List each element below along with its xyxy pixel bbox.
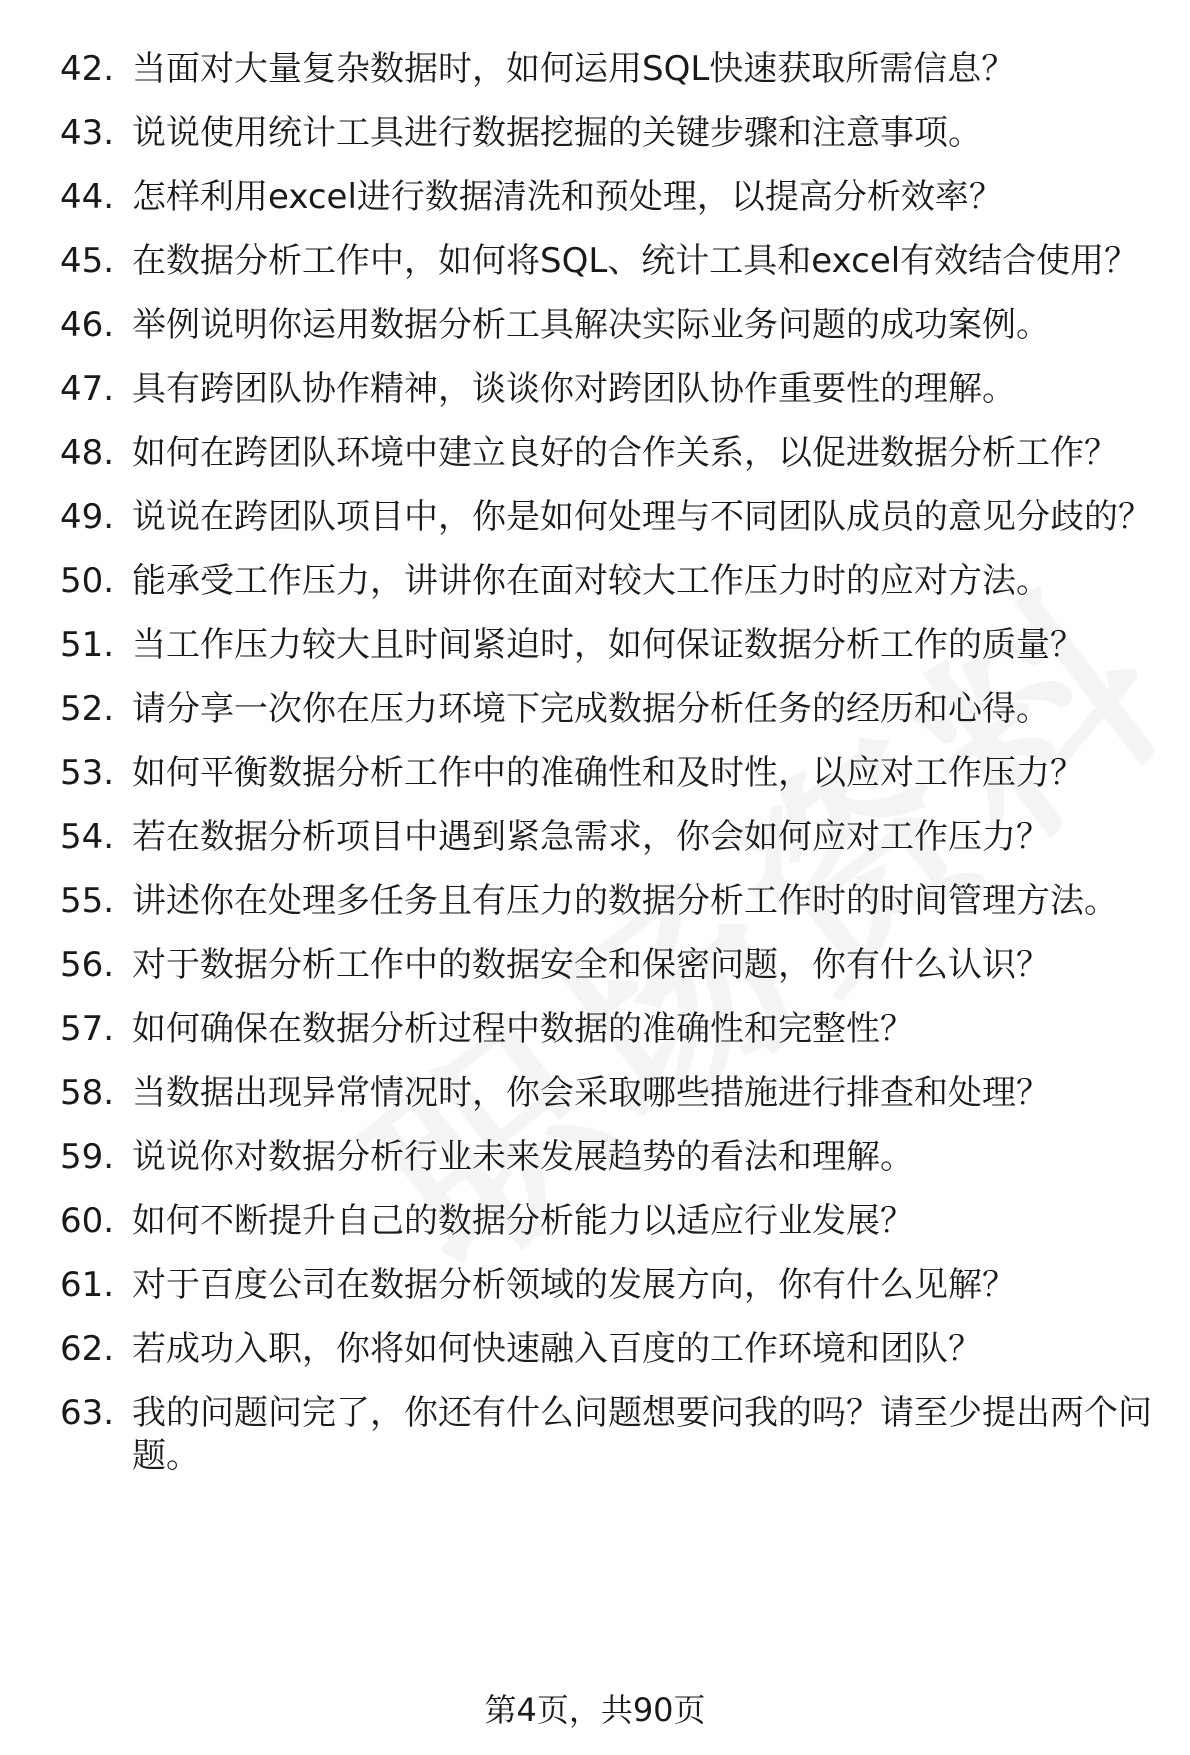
question-item (60, 1200, 1160, 1243)
question-text: 如何不断提升自己的数据分析能力以适应行业发展？ (132, 1201, 914, 1241)
question-number: 43. (60, 113, 115, 153)
question-number: 63. (60, 1393, 115, 1433)
question-number: 61. (60, 1265, 115, 1305)
question-text: 当数据出现异常情况时，你会采取哪些措施进行排查和处理？ (132, 1073, 1050, 1113)
question-item (60, 304, 1160, 347)
question-number: 52. (60, 689, 115, 729)
question-text: 怎样利用excel进行数据清洗和预处理，以提高分析效率？ (132, 177, 1003, 217)
question-item (60, 816, 1160, 859)
question-number: 42. (60, 49, 115, 89)
question-item (60, 1264, 1160, 1307)
question-item (60, 752, 1160, 795)
question-number: 53. (60, 753, 115, 793)
question-text: 具有跨团队协作精神，谈谈你对跨团队协作重要性的理解。 (132, 369, 1016, 409)
question-number: 50. (60, 561, 115, 601)
question-item (60, 1328, 1160, 1371)
question-text: 说说在跨团队项目中，你是如何处理与不同团队成员的意见分歧的？ (132, 497, 1152, 537)
question-item (60, 112, 1160, 155)
question-text: 如何确保在数据分析过程中数据的准确性和完整性？ (132, 1009, 914, 1049)
question-text: 说说使用统计工具进行数据挖掘的关键步骤和注意事项。 (132, 113, 982, 153)
question-item (60, 880, 1160, 923)
question-item (60, 688, 1160, 731)
question-number: 62. (60, 1329, 115, 1369)
question-item (60, 48, 1160, 91)
question-number: 51. (60, 625, 115, 665)
question-number: 46. (60, 305, 115, 345)
question-text: 举例说明你运用数据分析工具解决实际业务问题的成功案例。 (132, 305, 1050, 345)
question-text: 我的问题问完了，你还有什么问题想要问我的吗？请至少提出两个问题。 (132, 1393, 1152, 1476)
question-text: 对于百度公司在数据分析领域的发展方向，你有什么见解？ (132, 1265, 1016, 1305)
question-number: 59. (60, 1137, 115, 1177)
question-text: 讲述你在处理多任务且有压力的数据分析工作时的时间管理方法。 (132, 881, 1118, 921)
question-number: 54. (60, 817, 115, 857)
question-text: 当面对大量复杂数据时，如何运用SQL快速获取所需信息？ (132, 49, 1016, 89)
question-number: 57. (60, 1009, 115, 1049)
question-text: 说说你对数据分析行业未来发展趋势的看法和理解。 (132, 1137, 914, 1177)
question-text: 请分享一次你在压力环境下完成数据分析任务的经历和心得。 (132, 689, 1050, 729)
question-list (60, 48, 1160, 1499)
question-text: 当工作压力较大且时间紧迫时，如何保证数据分析工作的质量？ (132, 625, 1084, 665)
question-item (60, 496, 1160, 539)
question-number: 55. (60, 881, 115, 921)
question-number: 48. (60, 433, 115, 473)
question-text: 如何平衡数据分析工作中的准确性和及时性，以应对工作压力？ (132, 753, 1084, 793)
question-text: 对于数据分析工作中的数据安全和保密问题，你有什么认识？ (132, 945, 1050, 985)
question-item (60, 176, 1160, 219)
question-item (60, 560, 1160, 603)
question-text: 能承受工作压力，讲讲你在面对较大工作压力时的应对方法。 (132, 561, 1050, 601)
question-number: 58. (60, 1073, 115, 1113)
question-item (60, 1136, 1160, 1179)
question-item (60, 368, 1160, 411)
question-item (60, 624, 1160, 667)
question-number: 60. (60, 1201, 115, 1241)
question-text: 若在数据分析项目中遇到紧急需求，你会如何应对工作压力？ (132, 817, 1050, 857)
page-number-footer: 第4页，共90页 (484, 1691, 706, 1729)
question-item (60, 432, 1160, 475)
question-item (60, 1008, 1160, 1051)
question-item (60, 944, 1160, 987)
question-item (60, 1072, 1160, 1115)
question-number: 49. (60, 497, 115, 537)
question-text: 如何在跨团队环境中建立良好的合作关系，以促进数据分析工作？ (132, 433, 1118, 473)
question-number: 56. (60, 945, 115, 985)
question-number: 44. (60, 177, 115, 217)
question-number: 47. (60, 369, 115, 409)
question-number: 45. (60, 241, 115, 281)
question-item (60, 240, 1160, 283)
question-item (60, 1392, 1160, 1478)
question-text: 若成功入职，你将如何快速融入百度的工作环境和团队？ (132, 1329, 982, 1369)
question-text: 在数据分析工作中，如何将SQL、统计工具和excel有效结合使用？ (132, 241, 1139, 281)
